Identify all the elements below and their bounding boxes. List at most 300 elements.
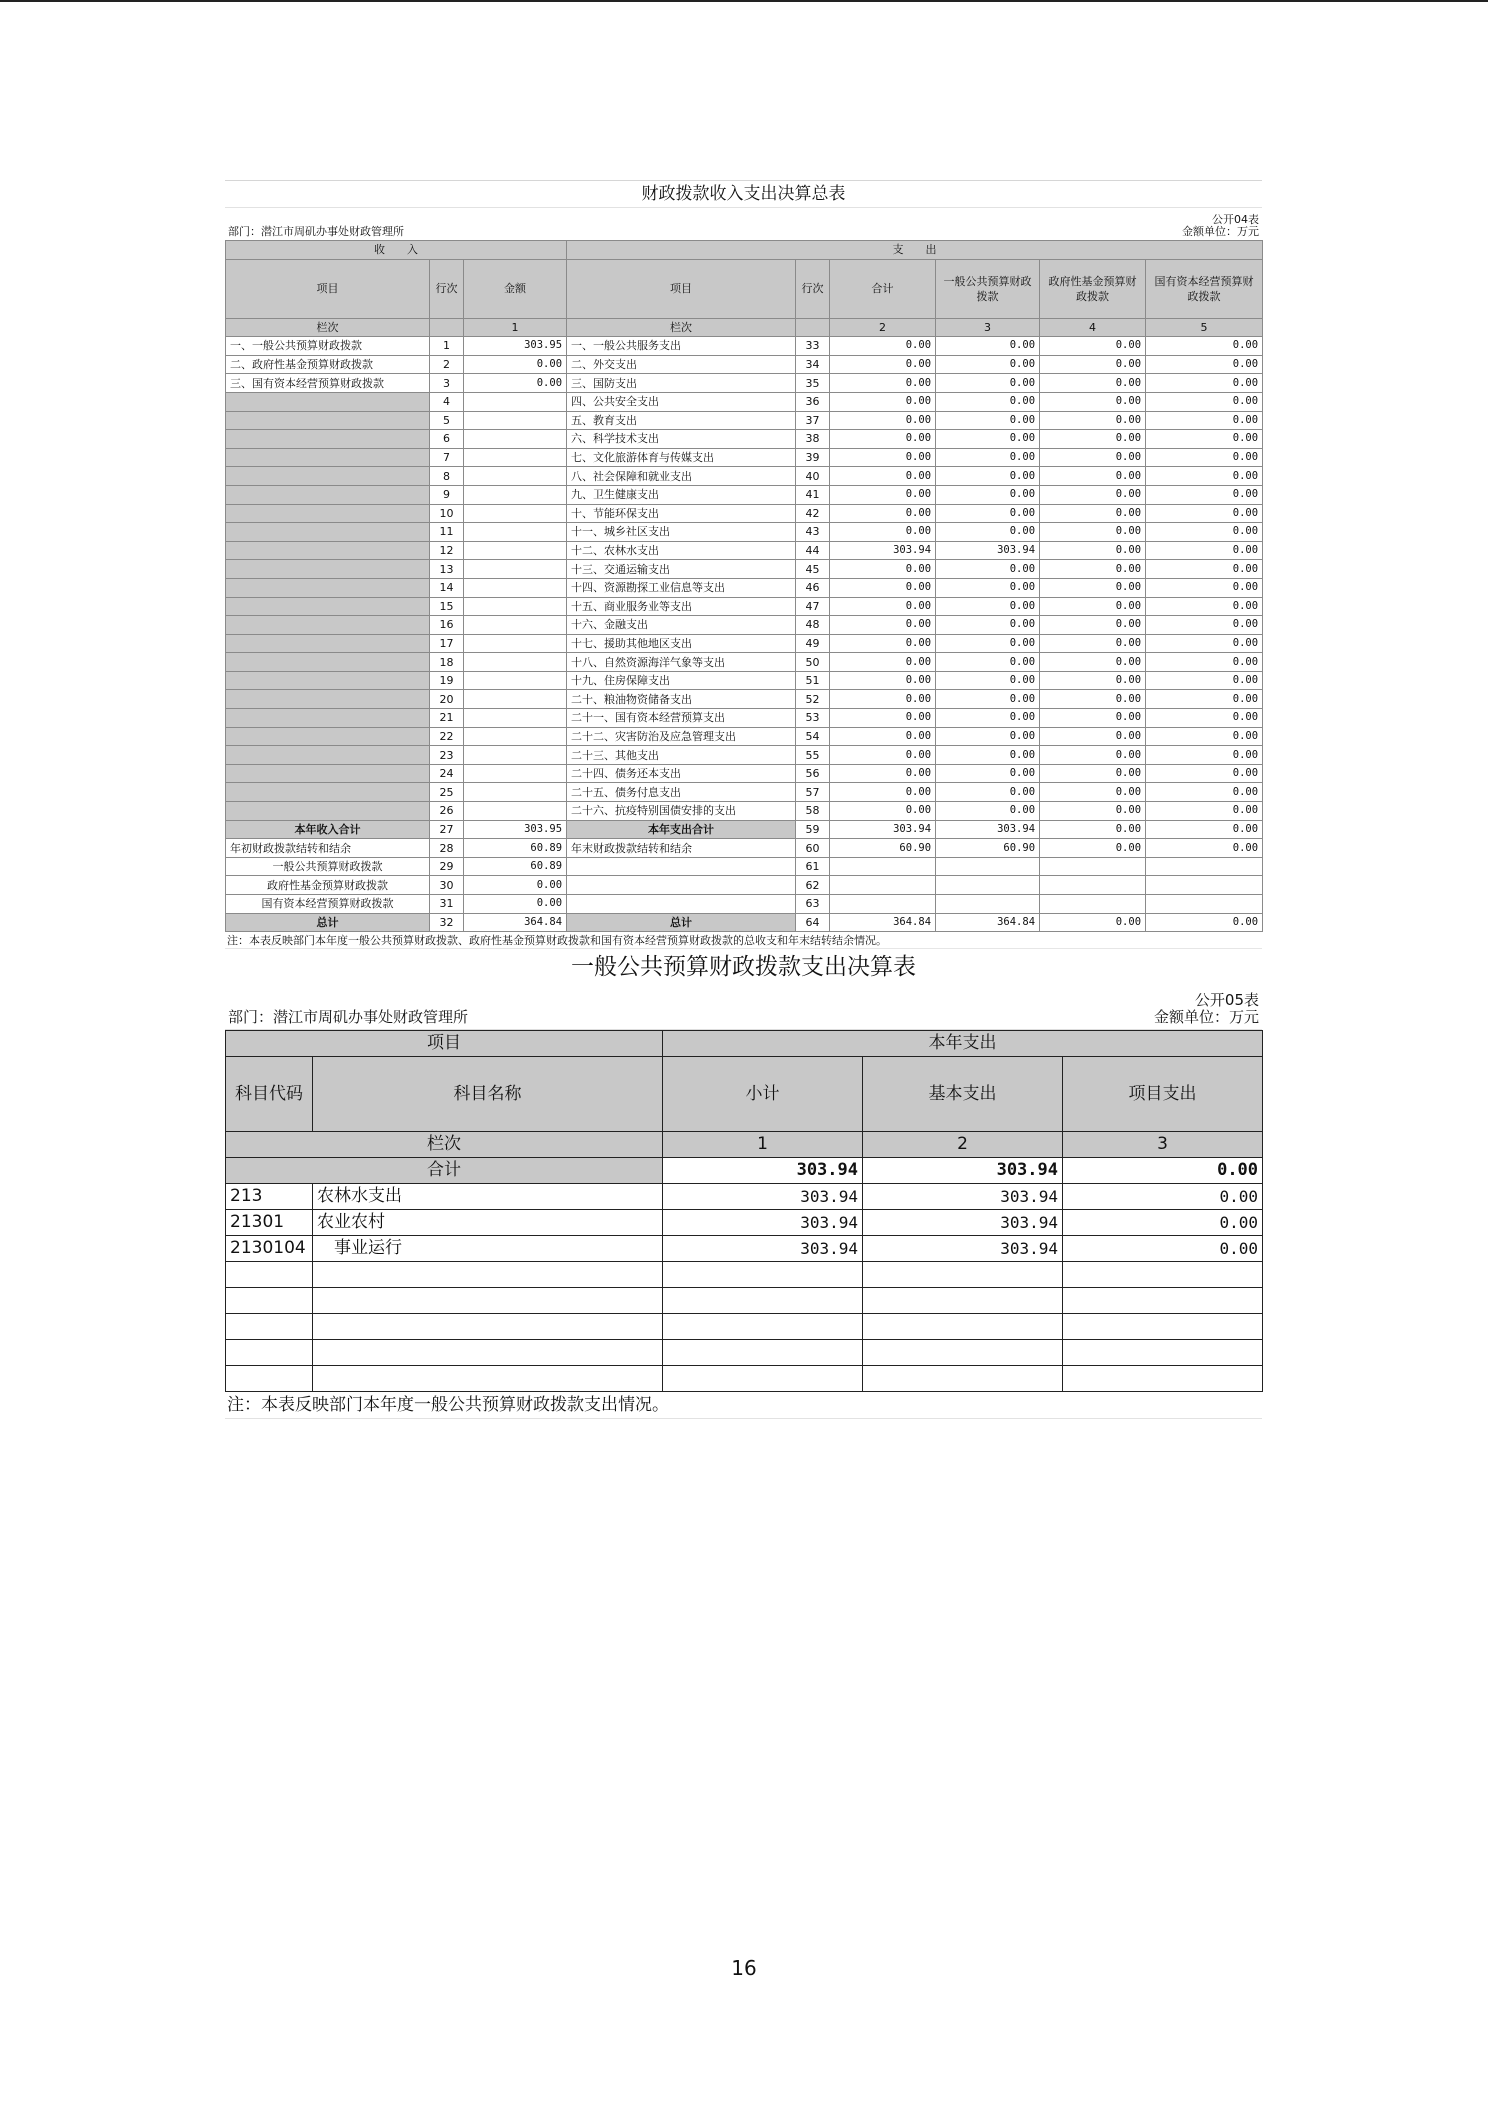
- sub-amount: 0.00: [464, 895, 567, 914]
- empty-cell: [313, 1366, 663, 1392]
- empty-cell: [1063, 1262, 1263, 1288]
- general-budget-table: [225, 1030, 1263, 1392]
- expense-line: 43: [796, 523, 830, 542]
- table2-meta: [225, 985, 1262, 1030]
- sub-blank: [830, 857, 936, 876]
- expense-state: 0.00: [1146, 709, 1263, 728]
- empty-cell: [863, 1262, 1063, 1288]
- income-amount: [464, 485, 567, 504]
- col-expense-total: 合计: [830, 259, 936, 318]
- table1-row: [226, 448, 1263, 467]
- expense-general: 0.00: [936, 597, 1040, 616]
- expense-total: 0.00: [830, 727, 936, 746]
- income-line: 5: [430, 411, 464, 430]
- income-item: [226, 467, 430, 486]
- income-line: 8: [430, 467, 464, 486]
- income-amount: 303.95: [464, 337, 567, 356]
- table1-row: [226, 392, 1263, 411]
- table1-row: [226, 727, 1263, 746]
- expense-total: 0.00: [830, 690, 936, 709]
- expense-item: 十四、资源勘探工业信息等支出: [567, 578, 796, 597]
- subject-name: 农业农村: [313, 1210, 663, 1236]
- table1-row: [226, 560, 1263, 579]
- expense-total: 0.00: [830, 597, 936, 616]
- income-item: [226, 783, 430, 802]
- income-line: 11: [430, 523, 464, 542]
- expense-total: 0.00: [830, 671, 936, 690]
- expense-general: 0.00: [936, 690, 1040, 709]
- table1-row: [226, 746, 1263, 765]
- expense-item: 二十六、抗疫特别国债安排的支出: [567, 802, 796, 821]
- subject-code: 2130104: [226, 1236, 313, 1262]
- sub-label: 国有资本经营预算财政拨款: [226, 895, 430, 914]
- page-number: 16: [731, 1956, 757, 1980]
- table1-title: 财政拨款收入支出决算总表: [225, 180, 1262, 208]
- expense-total: 0.00: [830, 783, 936, 802]
- expense-fund: 0.00: [1040, 523, 1146, 542]
- basic-value: 303.94: [863, 1184, 1063, 1210]
- expense-total: 0.00: [830, 411, 936, 430]
- expense-fund: 0.00: [1040, 746, 1146, 765]
- table1-row: [226, 709, 1263, 728]
- lanci-num: 2: [830, 318, 936, 337]
- end-carry-total: 60.90: [830, 839, 936, 858]
- expense-fund: 0.00: [1040, 392, 1146, 411]
- expense-total-state: 0.00: [1146, 820, 1263, 839]
- income-amount: [464, 467, 567, 486]
- lanci-num: 3: [1063, 1132, 1263, 1158]
- project-value: 0.00: [1063, 1210, 1263, 1236]
- expense-state: 0.00: [1146, 597, 1263, 616]
- end-carry-label: 年末财政拨款结转和结余: [567, 839, 796, 858]
- income-item: 二、政府性基金预算财政拨款: [226, 355, 430, 374]
- income-amount: [464, 411, 567, 430]
- expense-item: 八、社会保障和就业支出: [567, 467, 796, 486]
- grand-total-total: 364.84: [830, 913, 936, 932]
- income-total-amount: 303.95: [464, 820, 567, 839]
- expense-state: 0.00: [1146, 523, 1263, 542]
- sub-expense-line: 61: [796, 857, 830, 876]
- income-amount: [464, 448, 567, 467]
- expense-line: 39: [796, 448, 830, 467]
- expense-general: 0.00: [936, 504, 1040, 523]
- expense-line: 42: [796, 504, 830, 523]
- col-year-expense: 本年支出: [663, 1031, 1263, 1057]
- sub-blank: [936, 895, 1040, 914]
- expense-general: 0.00: [936, 374, 1040, 393]
- expense-fund: 0.00: [1040, 597, 1146, 616]
- income-amount: [464, 802, 567, 821]
- expense-fund: 0.00: [1040, 411, 1146, 430]
- grand-total-fund: 0.00: [1040, 913, 1146, 932]
- income-line: 19: [430, 671, 464, 690]
- table1-row: [226, 541, 1263, 560]
- fiscal-summary-table: [225, 240, 1263, 932]
- expense-state: 0.00: [1146, 355, 1263, 374]
- expense-item: 九、卫生健康支出: [567, 485, 796, 504]
- income-amount: [464, 653, 567, 672]
- income-amount: [464, 764, 567, 783]
- expense-item: 七、文化旅游体育与传媒支出: [567, 448, 796, 467]
- expense-state: 0.00: [1146, 727, 1263, 746]
- lanci-num: 2: [863, 1132, 1063, 1158]
- expense-general: 303.94: [936, 541, 1040, 560]
- expense-state: 0.00: [1146, 634, 1263, 653]
- income-line: 9: [430, 485, 464, 504]
- table1-row: [226, 374, 1263, 393]
- table1-row: [226, 411, 1263, 430]
- col-expense-line: 行次: [796, 259, 830, 318]
- expense-fund: 0.00: [1040, 727, 1146, 746]
- expense-item: 十六、金融支出: [567, 616, 796, 635]
- income-item: [226, 671, 430, 690]
- expense-line: 47: [796, 597, 830, 616]
- income-amount: [464, 783, 567, 802]
- sub-blank: [1146, 857, 1263, 876]
- table2-empty-row: [226, 1288, 1263, 1314]
- expense-total: 0.00: [830, 467, 936, 486]
- expense-line: 46: [796, 578, 830, 597]
- expense-line: 36: [796, 392, 830, 411]
- empty-cell: [1063, 1366, 1263, 1392]
- income-line: 17: [430, 634, 464, 653]
- income-amount: [464, 597, 567, 616]
- basic-value: 303.94: [863, 1210, 1063, 1236]
- expense-state: 0.00: [1146, 802, 1263, 821]
- income-amount: [464, 523, 567, 542]
- empty-cell: [1063, 1314, 1263, 1340]
- expense-total: 0.00: [830, 355, 936, 374]
- income-line: 21: [430, 709, 464, 728]
- table1-row: [226, 467, 1263, 486]
- income-amount: [464, 504, 567, 523]
- total-basic: 303.94: [863, 1158, 1063, 1184]
- begin-carry-amount: 60.89: [464, 839, 567, 858]
- empty-cell: [863, 1288, 1063, 1314]
- expense-item: 二、外交支出: [567, 355, 796, 374]
- expense-total: 0.00: [830, 448, 936, 467]
- income-item: [226, 504, 430, 523]
- expense-state: 0.00: [1146, 671, 1263, 690]
- income-item: [226, 541, 430, 560]
- income-item: [226, 802, 430, 821]
- table2-row: [226, 1184, 1263, 1210]
- expense-item: 十八、自然资源海洋气象等支出: [567, 653, 796, 672]
- subtotal-value: 303.94: [663, 1210, 863, 1236]
- income-item: [226, 430, 430, 449]
- empty-cell: [226, 1340, 313, 1366]
- table1-row: [226, 802, 1263, 821]
- empty-cell: [863, 1340, 1063, 1366]
- expense-state: 0.00: [1146, 485, 1263, 504]
- expense-item: 二十五、债务付息支出: [567, 783, 796, 802]
- expense-line: 52: [796, 690, 830, 709]
- expense-fund: 0.00: [1040, 337, 1146, 356]
- sub-blank: [1040, 857, 1146, 876]
- col-subject-name: 科目名称: [313, 1057, 663, 1132]
- expense-fund: 0.00: [1040, 448, 1146, 467]
- project-value: 0.00: [1063, 1184, 1263, 1210]
- grand-total-general: 364.84: [936, 913, 1040, 932]
- expense-line: 49: [796, 634, 830, 653]
- income-line: 22: [430, 727, 464, 746]
- expense-line: 33: [796, 337, 830, 356]
- grand-total-expense-label: 总计: [567, 913, 796, 932]
- expense-state: 0.00: [1146, 392, 1263, 411]
- total-label: 合计: [226, 1158, 663, 1184]
- expense-fund: 0.00: [1040, 783, 1146, 802]
- sub-blank: [936, 876, 1040, 895]
- expense-item: 十、节能环保支出: [567, 504, 796, 523]
- table2-unit: 金额单位：万元: [1153, 1008, 1259, 1026]
- expense-general: 0.00: [936, 616, 1040, 635]
- table1-row: [226, 578, 1263, 597]
- expense-general: 0.00: [936, 485, 1040, 504]
- grand-total-label: 总计: [226, 913, 430, 932]
- expense-item: 十九、住房保障支出: [567, 671, 796, 690]
- expense-fund: 0.00: [1040, 690, 1146, 709]
- col-expense-state: 国有资本经营预算财政拨款: [1146, 259, 1263, 318]
- grand-total-expense-line: 64: [796, 913, 830, 932]
- table1-row: [226, 653, 1263, 672]
- expense-state: 0.00: [1146, 560, 1263, 579]
- lanci-label: 栏次: [226, 1132, 663, 1158]
- sub-blank: [1146, 895, 1263, 914]
- empty-cell: [313, 1288, 663, 1314]
- income-line: 23: [430, 746, 464, 765]
- fiscal-summary-section: [225, 180, 1262, 950]
- income-item: [226, 690, 430, 709]
- table1-row: [226, 634, 1263, 653]
- lanci-num: 1: [663, 1132, 863, 1158]
- table1-meta: [225, 208, 1262, 240]
- general-budget-section: [225, 948, 1262, 1419]
- empty-cell: [313, 1314, 663, 1340]
- expense-total: 0.00: [830, 616, 936, 635]
- expense-total-general: 303.94: [936, 820, 1040, 839]
- income-item: [226, 578, 430, 597]
- page-top-border: [0, 0, 1488, 2]
- empty-cell: [1063, 1288, 1263, 1314]
- table1-row: [226, 523, 1263, 542]
- income-item: [226, 597, 430, 616]
- income-item: [226, 727, 430, 746]
- expense-state: 0.00: [1146, 616, 1263, 635]
- income-amount: [464, 616, 567, 635]
- grand-total-state: 0.00: [1146, 913, 1263, 932]
- expense-general: 0.00: [936, 783, 1040, 802]
- expense-item: 五、教育支出: [567, 411, 796, 430]
- expense-fund: 0.00: [1040, 430, 1146, 449]
- empty-cell: [1063, 1340, 1263, 1366]
- expense-line: 34: [796, 355, 830, 374]
- expense-line: 58: [796, 802, 830, 821]
- expense-fund: 0.00: [1040, 578, 1146, 597]
- expense-general: 0.00: [936, 802, 1040, 821]
- expense-fund: 0.00: [1040, 355, 1146, 374]
- lanci-num: 4: [1040, 318, 1146, 337]
- expense-fund: 0.00: [1040, 802, 1146, 821]
- expense-item: 十一、城乡社区支出: [567, 523, 796, 542]
- expense-state: 0.00: [1146, 448, 1263, 467]
- expense-item: 十七、援助其他地区支出: [567, 634, 796, 653]
- income-item: [226, 560, 430, 579]
- table2-empty-row: [226, 1314, 1263, 1340]
- income-amount: 0.00: [464, 355, 567, 374]
- empty-cell: [226, 1366, 313, 1392]
- table2-column-header: [226, 1057, 1263, 1132]
- table1-sub-row: [226, 876, 1263, 895]
- empty-cell: [226, 1262, 313, 1288]
- income-amount: [464, 746, 567, 765]
- expense-general: 0.00: [936, 448, 1040, 467]
- expense-total: 0.00: [830, 746, 936, 765]
- table2-title: 一般公共预算财政拨款支出决算表: [225, 948, 1262, 985]
- empty-cell: [663, 1366, 863, 1392]
- income-item: [226, 709, 430, 728]
- end-carry-fund: 0.00: [1040, 839, 1146, 858]
- expense-general: 0.00: [936, 727, 1040, 746]
- table1-year-total-row: [226, 820, 1263, 839]
- income-line: 2: [430, 355, 464, 374]
- subject-name: 农林水支出: [313, 1184, 663, 1210]
- income-total-label: 本年收入合计: [226, 820, 430, 839]
- expense-item: 二十一、国有资本经营预算支出: [567, 709, 796, 728]
- end-carry-state: 0.00: [1146, 839, 1263, 858]
- expense-line: 56: [796, 764, 830, 783]
- sub-expense-item: [567, 895, 796, 914]
- income-header: 收 入: [226, 241, 567, 260]
- lanci-label: 栏次: [226, 318, 430, 337]
- expense-total: 0.00: [830, 653, 936, 672]
- grand-total-line: 32: [430, 913, 464, 932]
- income-total-line: 27: [430, 820, 464, 839]
- expense-state: 0.00: [1146, 411, 1263, 430]
- income-line: 20: [430, 690, 464, 709]
- expense-total: 0.00: [830, 802, 936, 821]
- expense-line: 40: [796, 467, 830, 486]
- table1-sub-row: [226, 857, 1263, 876]
- sub-amount: 0.00: [464, 876, 567, 895]
- expense-fund: 0.00: [1040, 616, 1146, 635]
- table1-row: [226, 616, 1263, 635]
- income-line: 15: [430, 597, 464, 616]
- expense-item: 二十、粮油物资储备支出: [567, 690, 796, 709]
- expense-total: 0.00: [830, 764, 936, 783]
- sub-line: 30: [430, 876, 464, 895]
- income-item: [226, 448, 430, 467]
- col-income-item: 项目: [226, 259, 430, 318]
- expense-total: 0.00: [830, 485, 936, 504]
- sub-line: 29: [430, 857, 464, 876]
- table1-note: 注：本表反映部门本年度一般公共预算财政拨款、政府性基金预算财政拨款和国有资本经营预算财政拨款的总收支和年末结转结余情况。: [227, 934, 887, 948]
- expense-state: 0.00: [1146, 337, 1263, 356]
- income-item: [226, 616, 430, 635]
- table2-empty-row: [226, 1340, 1263, 1366]
- empty-cell: [226, 1288, 313, 1314]
- expense-fund: 0.00: [1040, 709, 1146, 728]
- sub-blank: [936, 857, 1040, 876]
- table1-sub-row: [226, 895, 1263, 914]
- table1-row: [226, 485, 1263, 504]
- table1-lanci-row: [226, 318, 1263, 337]
- basic-value: 303.94: [863, 1236, 1063, 1262]
- income-line: 25: [430, 783, 464, 802]
- expense-general: 0.00: [936, 430, 1040, 449]
- col-expense-item: 项目: [567, 259, 796, 318]
- table1-row: [226, 430, 1263, 449]
- end-carry-line: 60: [796, 839, 830, 858]
- expense-item: 六、科学技术支出: [567, 430, 796, 449]
- sub-blank: [830, 895, 936, 914]
- expense-general: 0.00: [936, 411, 1040, 430]
- income-item: [226, 523, 430, 542]
- expense-fund: 0.00: [1040, 764, 1146, 783]
- expense-fund: 0.00: [1040, 504, 1146, 523]
- expense-item: 二十四、债务还本支出: [567, 764, 796, 783]
- expense-fund: 0.00: [1040, 485, 1146, 504]
- table1-code: 公开04表: [1212, 213, 1259, 226]
- empty-cell: [663, 1288, 863, 1314]
- expense-fund: 0.00: [1040, 467, 1146, 486]
- expense-state: 0.00: [1146, 764, 1263, 783]
- sub-blank: [830, 876, 936, 895]
- expense-line: 57: [796, 783, 830, 802]
- lanci-blank: [796, 318, 830, 337]
- income-item: [226, 485, 430, 504]
- table1-row: [226, 597, 1263, 616]
- expense-item: 三、国防支出: [567, 374, 796, 393]
- expense-line: 45: [796, 560, 830, 579]
- empty-cell: [663, 1340, 863, 1366]
- sub-expense-item: [567, 857, 796, 876]
- expense-general: 0.00: [936, 392, 1040, 411]
- income-item: [226, 392, 430, 411]
- income-item: 一、一般公共预算财政拨款: [226, 337, 430, 356]
- expense-total: 0.00: [830, 504, 936, 523]
- expense-fund: 0.00: [1040, 634, 1146, 653]
- expense-item: 十二、农林水支出: [567, 541, 796, 560]
- sub-expense-line: 62: [796, 876, 830, 895]
- expense-total-line: 59: [796, 820, 830, 839]
- expense-general: 0.00: [936, 653, 1040, 672]
- income-amount: [464, 560, 567, 579]
- subject-code: 213: [226, 1184, 313, 1210]
- col-expense-fund: 政府性基金预算财政拨款: [1040, 259, 1146, 318]
- table2-row: [226, 1210, 1263, 1236]
- col-subject-code: 科目代码: [226, 1057, 313, 1132]
- table1-column-header: [226, 259, 1263, 318]
- expense-general: 0.00: [936, 764, 1040, 783]
- income-amount: 0.00: [464, 374, 567, 393]
- income-line: 24: [430, 764, 464, 783]
- sub-blank: [1146, 876, 1263, 895]
- table2-empty-row: [226, 1366, 1263, 1392]
- table1-row: [226, 504, 1263, 523]
- expense-state: 0.00: [1146, 653, 1263, 672]
- expense-state: 0.00: [1146, 467, 1263, 486]
- sub-label: 一般公共预算财政拨款: [226, 857, 430, 876]
- total-subtotal: 303.94: [663, 1158, 863, 1184]
- income-line: 18: [430, 653, 464, 672]
- expense-item: 一、一般公共服务支出: [567, 337, 796, 356]
- table1-dept: 部门：潜江市周矶办事处财政管理所: [228, 225, 404, 238]
- table2-code: 公开05表: [1194, 991, 1259, 1009]
- expense-line: 41: [796, 485, 830, 504]
- table1-row: [226, 690, 1263, 709]
- expense-total: 0.00: [830, 578, 936, 597]
- table1-grand-total-row: [226, 913, 1263, 932]
